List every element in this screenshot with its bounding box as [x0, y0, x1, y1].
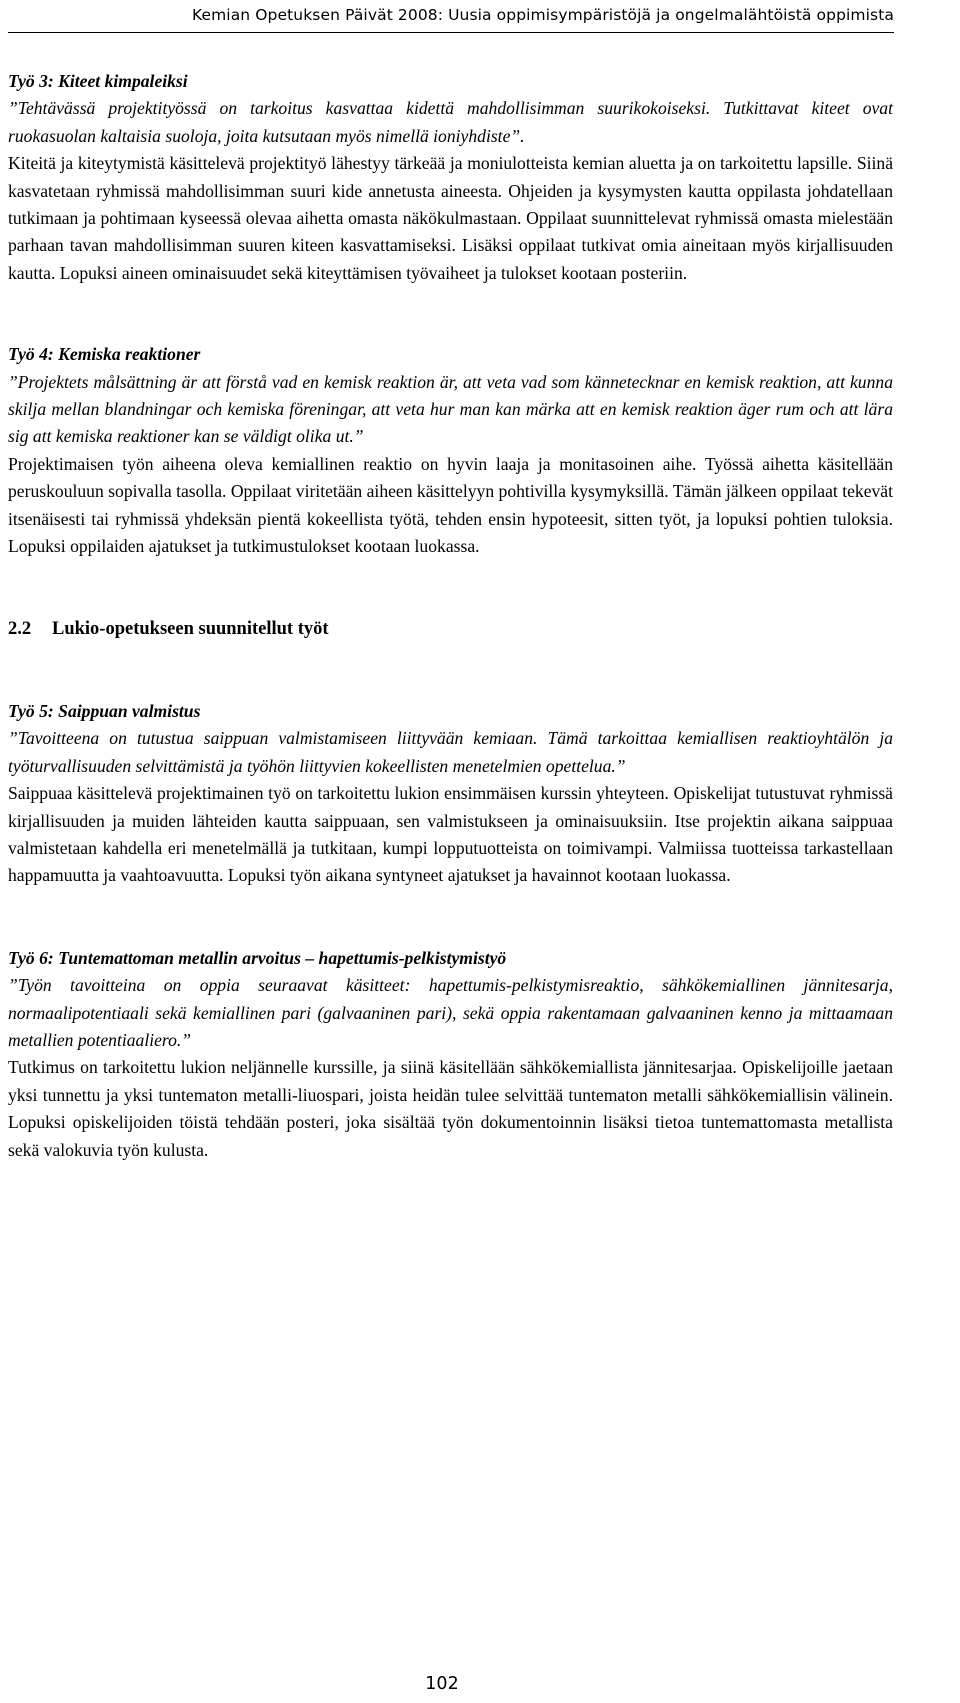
running-header: Kemian Opetuksen Päivät 2008: Uusia oppimisympäristöjä ja ongelmalähtöistä oppimista: [191, 6, 894, 24]
work-4-title: Kemiska reaktioner: [58, 344, 201, 365]
work-6-quote: ”Työn tavoitteina on oppia seuraavat käsitteet: hapettumis-pelkistymisreaktio, sähkökemiallinen jännitesarja, normaalipotentiaali sekä kemiallinen pari (galvaaninen pari), sekä oppia rakentamaan galvaaninen kenno ja mittaamaan metallien potentiaaliero.”: [8, 975, 893, 1050]
work-4-heading: [8, 341, 893, 368]
spacer: [8, 287, 893, 341]
spacer: [8, 643, 893, 698]
work-3-label: Työ 3:: [8, 71, 54, 91]
work-4-description: Projektimaisen työn aiheena oleva kemiallinen reaktio on hyvin laaja ja monitasoinen aihe. Työssä aihetta käsitellään peruskouluun sopivalla tasolla. Oppilaat viritetään aiheen käsittelyyn pohtivilla kysymyksillä. Tämän jälkeen oppilaat tekevät itsenäisesti tai ryhmissä yhdeksän pientä kokeellista työtä, tehden ensin hypoteesit, sitten työt, ja lopuksi pohtien tuloksia. Lopuksi oppilaiden ajatukset ja tutkimustulokset kootaan luokassa.: [8, 453, 893, 557]
work-5-label: Työ 5:: [8, 700, 54, 721]
page-number: 102: [425, 1674, 459, 1694]
work-5-heading: [8, 698, 893, 725]
section-title: Lukio-opetukseen suunnitellut työt: [52, 618, 329, 639]
work-6-label: Työ 6:: [8, 947, 54, 968]
work-3-title: Kiteet kimpaleiksi: [58, 71, 188, 91]
work-5-quote: ”Tavoitteena on tutustua saippuan valmistamiseen liittyvään kemiaan. Tämä tarkoittaa kemiallisen reaktioyhtälön ja työturvallisuuden selvittämistä ja työhön liittyvien kokeellisten menetelmien opettelua.”: [8, 728, 893, 776]
work-6-title: Tuntemattoman metallin arvoitus – hapettumis-pelkistymistyö: [58, 947, 507, 968]
header-divider: [8, 32, 894, 33]
work-5-description: Saippuaa käsittelevä projektimainen työ on tarkoitettu lukion ensimmäisen kurssin yhteyteen. Opiskelijat tutustuvat ryhmissä kirjallisuuden ja muiden lähteiden kautta saippuaan, sen valmistukseen ja ominaisuuksiin. Itse projektin aikana saippuaa valmistetaan kahdella eri menetelmällä ja tutkitaan, kumpi lopputuotteista on toimivampi. Valmiissa tuotteissa tarkastellaan happamuutta ja vaahtoavuutta. Lopuksi työn aikana syntyneet ajatukset ja havainnot kootaan luokassa.: [8, 783, 893, 886]
work-3-quote: ”Tehtävässä projektityössä on tarkoitus kasvattaa kidettä mahdollisimman suurikokoiseksi. Tutkittavat kiteet ovat ruokasuolan kaltaisia suoloja, joita kutsutaan myös nimellä ioniyhdiste”.: [8, 98, 893, 146]
section-heading: [8, 616, 893, 643]
document-body: [8, 68, 893, 1164]
work-6-description: Tutkimus on tarkoitettu lukion neljännelle kurssille, ja siinä käsitellään sähkökemiallista jännitesarjaa. Opiskelijoille jaetaan yksi tunnettu ja yksi tuntematon metalli-liuospari, joista heidän tulee selvittää tuntematon metalli sähkökemiallisin välinein. Lopuksi opiskelijoiden töistä tehdään posteri, joka sisältää työn dokumentoinnin lisäksi tietoa tuntemattomasta metallista sekä valokuvia työn kulusta.: [8, 1057, 893, 1160]
work-4-quote: ”Projektets målsättning är att förstå vad en kemisk reaktion är, att veta vad som kännetecknar en kemisk reaktion, att kunna skilja mellan blandningar och kemiska föreningar, att veta hur man kan märka att en kemisk reaktion äger rum och att lära sig att kemiska reaktioner kan se väldigt olika ut.”: [8, 371, 893, 447]
work-5-title: Saippuan valmistus: [58, 700, 201, 721]
work-3-heading: [8, 68, 893, 95]
spacer: [8, 890, 893, 945]
spacer: [8, 561, 893, 616]
work-6-heading: [8, 945, 893, 972]
work-3-description: Kiteitä ja kiteytymistä käsittelevä projektityö lähestyy tärkeää ja moniulotteista kemian aluetta ja on tarkoitettu lapsille. Siinä kasvatetaan ryhmissä mahdollisimman suuri kide annetusta aineesta. Ohjeiden ja kysymysten kautta oppilasta johdatellaan tutkimaan ja pohtimaan kyseessä olevaa aihetta omasta näkökulmastaan. Oppilaat suunnittelevat ryhmissä omasta mielestään parhaan tavan mahdollisimman suuren kiteen kasvattamiseksi. Lisäksi oppilaat tutkivat omia aineitaan myös kirjallisuuden kautta. Lopuksi aineen ominaisuudet sekä kiteyttämisen työvaiheet ja tulokset kootaan posteriin.: [8, 153, 893, 283]
section-number: 2.2: [8, 618, 32, 639]
work-4-label: Työ 4:: [8, 344, 54, 365]
